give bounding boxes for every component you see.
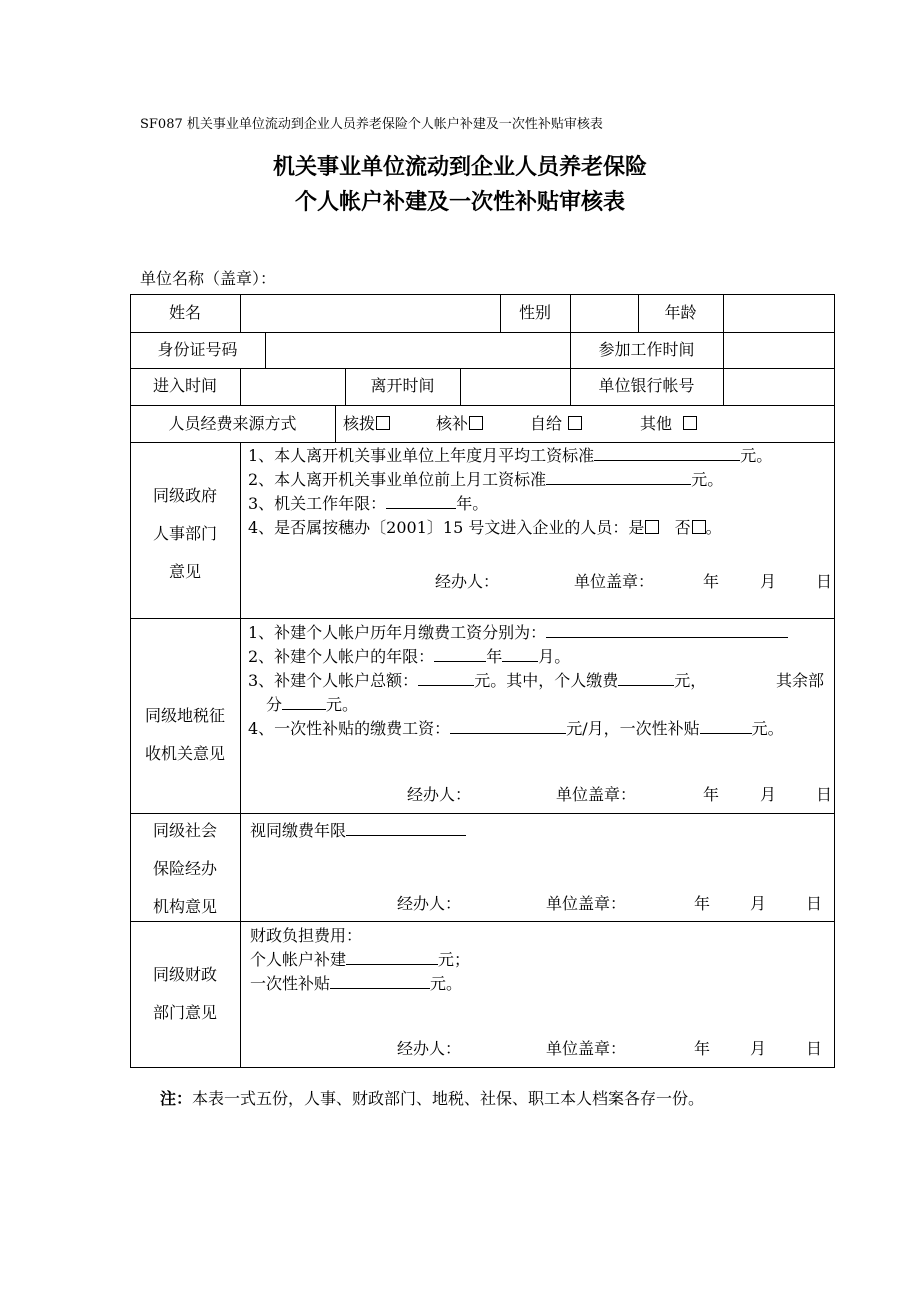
hr-stamp: 单位盖章： <box>574 572 655 591</box>
hr-line-4: 4、是否属按穗办〔2001〕15 号文进入企业的人员：是 否 。 <box>248 518 722 537</box>
tax-line-3: 3、补建个人帐户总额： 元。其中，个人缴费 元， <box>248 671 707 690</box>
form-title-line2: 个人帐户补建及一次性补贴审核表 <box>294 190 625 215</box>
tax-day: 日 <box>816 785 833 804</box>
social-stamp: 单位盖章： <box>546 894 627 913</box>
work-start-label: 参加工作时间 <box>598 340 695 359</box>
form-title-line1: 机关事业单位流动到企业人员养老保险 <box>272 155 647 180</box>
tax-line-3-remainder: 其余部 <box>776 671 825 690</box>
hr-line-3: 3、机关工作年限： 年。 <box>248 494 489 513</box>
hr-handler: 经办人： <box>435 572 500 591</box>
name-label: 姓名 <box>168 303 201 322</box>
name-field[interactable] <box>242 296 498 330</box>
finance-month: 月 <box>750 1039 767 1058</box>
finance-subsidy-blank[interactable] <box>330 974 430 989</box>
deemed-years-blank[interactable] <box>346 821 466 836</box>
checkbox-icon[interactable] <box>376 416 390 430</box>
funding-option-subsidized[interactable]: 核补 <box>436 414 483 434</box>
finance-line-3: 一次性补贴 元。 <box>250 974 463 993</box>
finance-year: 年 <box>694 1039 711 1058</box>
finance-stamp: 单位盖章： <box>546 1039 627 1058</box>
footnote <box>160 1086 704 1109</box>
account-supplement-blank[interactable] <box>346 950 438 965</box>
supplement-total-blank[interactable] <box>418 671 474 686</box>
one-time-subsidy-blank[interactable] <box>700 719 752 734</box>
social-year: 年 <box>694 894 711 913</box>
social-opinion-label: 同级社会 保险经办 机构意见 <box>152 821 217 916</box>
hr-day: 日 <box>816 572 833 591</box>
form-code-header: SF087 机关事业单位流动到企业人员养老保险个人帐户补建及一次性补贴审核表 <box>140 117 603 132</box>
work-start-field[interactable] <box>725 334 832 366</box>
remainder-blank[interactable] <box>282 695 326 710</box>
social-month: 月 <box>750 894 767 913</box>
unit-name-label: 单位名称（盖章）： <box>140 269 277 288</box>
checkbox-icon[interactable] <box>645 520 659 534</box>
tax-stamp: 单位盖章： <box>556 785 637 804</box>
funding-option-allocated[interactable]: 核拨 <box>343 414 390 434</box>
footnote-text: 本表一式五份，人事、财政部门、地税、社保、职工本人档案各存一份。 <box>192 1089 705 1108</box>
tax-line-1: 1、补建个人帐户历年月缴费工资分别为： <box>248 623 788 643</box>
tax-line-3b: 分 元。 <box>266 695 359 714</box>
enter-time-field[interactable] <box>242 370 343 403</box>
gender-label: 性别 <box>518 303 551 322</box>
finance-day: 日 <box>806 1039 823 1058</box>
avg-wage-blank[interactable] <box>594 446 740 461</box>
age-label: 年龄 <box>664 303 697 322</box>
tax-year: 年 <box>703 785 720 804</box>
social-line-1: 视同缴费年限 <box>250 821 466 841</box>
leave-time-field[interactable] <box>462 370 568 403</box>
finance-line-2: 个人帐户补建 元； <box>250 950 471 969</box>
funding-option-self-funded[interactable]: 自给 <box>530 414 582 434</box>
checkbox-icon[interactable] <box>692 520 706 534</box>
id-number-field[interactable] <box>267 334 568 366</box>
social-handler: 经办人： <box>397 894 462 913</box>
hr-year: 年 <box>703 572 720 591</box>
hr-opinion-label: 同级政府 人事部门 意见 <box>152 486 217 581</box>
hr-month: 月 <box>760 572 777 591</box>
work-years-blank[interactable] <box>386 494 456 509</box>
bank-account-field[interactable] <box>725 370 832 403</box>
bank-account-label: 单位银行帐号 <box>598 376 695 395</box>
tax-handler: 经办人： <box>407 785 472 804</box>
leave-time-label: 离开时间 <box>370 376 435 395</box>
tax-month: 月 <box>760 785 777 804</box>
supplement-months-blank[interactable] <box>502 647 538 662</box>
finance-handler: 经办人： <box>397 1039 462 1058</box>
social-day: 日 <box>806 894 823 913</box>
hr-line-2: 2、本人离开机关事业单位前上月工资标准 元。 <box>248 470 724 489</box>
finance-line-1: 财政负担费用： <box>250 926 363 945</box>
checkbox-icon[interactable] <box>683 416 697 430</box>
last-month-wage-blank[interactable] <box>546 470 691 485</box>
enter-time-label: 进入时间 <box>152 376 217 395</box>
checkbox-icon[interactable] <box>469 416 483 430</box>
checkbox-icon[interactable] <box>568 416 582 430</box>
tax-opinion-label: 同级地税征 收机关意见 <box>144 706 225 763</box>
personal-contribution-blank[interactable] <box>618 671 674 686</box>
hr-line-1: 1、本人离开机关事业单位上年度月平均工资标准 元。 <box>248 446 773 465</box>
supplement-years-blank[interactable] <box>434 647 486 662</box>
age-field[interactable] <box>725 296 832 330</box>
id-number-label: 身份证号码 <box>157 340 238 359</box>
monthly-wage-history-blank[interactable] <box>546 623 788 638</box>
tax-line-2: 2、补建个人帐户的年限： 年 月。 <box>248 647 571 666</box>
subsidy-wage-blank[interactable] <box>450 719 566 734</box>
funding-source-label: 人员经费来源方式 <box>168 414 297 433</box>
finance-opinion-label: 同级财政 部门意见 <box>152 965 217 1022</box>
funding-option-other[interactable]: 其他 <box>640 414 697 434</box>
tax-line-4: 4、一次性补贴的缴费工资： 元/月，一次性补贴 元。 <box>248 719 784 738</box>
gender-field[interactable] <box>572 296 636 330</box>
footnote-prefix: 注： <box>160 1089 193 1108</box>
